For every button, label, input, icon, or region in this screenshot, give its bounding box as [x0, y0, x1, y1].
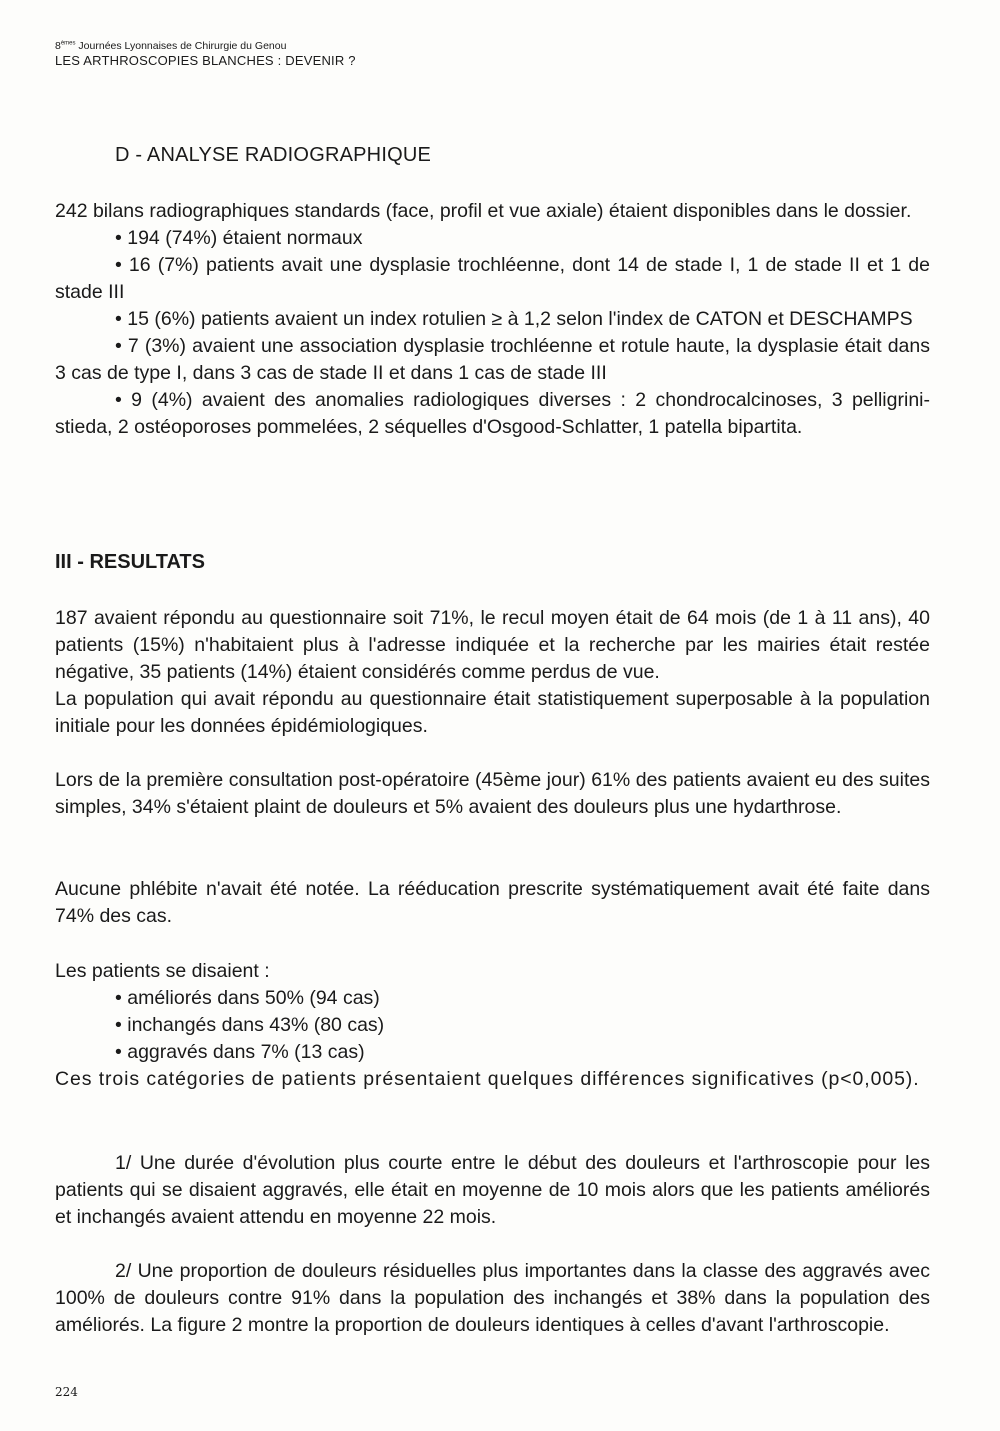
results-point-2 [55, 1258, 930, 1339]
results-point-1 [55, 1150, 930, 1231]
postop-consultation-text: Lors de la première consultation post-opératoire (45ème jour) 61% des patients avaient eu des suites simples, 34% s'étaient plaint de douleurs et 5% avaient des douleurs plus une hydarthrose. [55, 769, 930, 818]
radiology-bullet-2: • 16 (7%) patients avait une dysplasie trochléenne, dont 14 de stade I, 1 de stade II et 1 de stade III [55, 254, 930, 303]
patients-lead-text: Les patients se disaient : [55, 960, 270, 982]
results-paragraph-4 [55, 958, 930, 1093]
population-text: La population qui avait répondu au questionnaire était statistiquement superposable à la population initiale pour les données épidémiologiques. [55, 688, 930, 737]
radiology-bullet-3: • 15 (6%) patients avaient un index rotulien ≥ à 1,2 selon l'index de CATON et DESCHAMPS [115, 308, 913, 330]
article-title: LES ARTHROSCOPIES BLANCHES : DEVENIR ? [55, 53, 356, 69]
response-rate-text: 187 avaient répondu au questionnaire soit 71%, le recul moyen était de 64 mois (de 1 à 11 ans), 40 patients (15%) n'habitaient plus à l'adresse indiquée et la recherche par les mairies était restée négative, 35 patients (14%) étaient considérés comme perdus de vue. [55, 607, 930, 683]
radiology-bullet-5: • 9 (4%) avaient des anomalies radiologiques diverses : 2 chondrocalcinoses, 3 pelligrini-stieda, 2 ostéoporoses pommelées, 2 séquelles d'Osgood-Schlatter, 1 patella bipartita. [55, 389, 930, 438]
results-paragraph-1 [55, 605, 930, 740]
results-paragraph-2 [55, 767, 930, 821]
outcome-item-improved: • améliorés dans 50% (94 cas) [115, 987, 380, 1009]
section-d-intro: 242 bilans radiographiques standards (face, profil et vue axiale) étaient disponibles dans le dossier. [55, 200, 912, 222]
significance-text: Ces trois catégories de patients présentaient quelques différences significatives (p<0,005). [55, 1068, 920, 1090]
edition-suffix: èmes [60, 40, 76, 47]
conference-title [55, 40, 356, 53]
residual-pain-text: 2/ Une proportion de douleurs résiduelles plus importantes dans la classe des aggravés avec 100% de douleurs contre 91% dans la population des inchangés et 38% dans la population des améliorés. La figure 2 montre la proportion de douleurs identiques à celles d'avant l'arthroscopie. [55, 1260, 930, 1336]
edition-number: 8 [55, 40, 61, 52]
outcome-item-worse: • aggravés dans 7% (13 cas) [115, 1041, 365, 1063]
running-header [55, 40, 356, 69]
radiology-bullet-1: • 194 (74%) étaient normaux [115, 227, 363, 249]
conference-name: Journées Lyonnaises de Chirurgie du Genou [75, 40, 287, 52]
outcome-item-unchanged: • inchangés dans 43% (80 cas) [115, 1014, 385, 1036]
section-d-body [55, 198, 930, 441]
radiology-bullet-4: • 7 (3%) avaient une association dysplasie trochléenne et rotule haute, la dysplasie était dans 3 cas de type I, dans 3 cas de stade II et dans 1 cas de stade III [55, 335, 930, 384]
results-paragraph-3 [55, 876, 930, 930]
section-iii-title: III - RESULTATS [55, 551, 205, 573]
page-number: 224 [55, 1385, 78, 1399]
evolution-duration-text: 1/ Une durée d'évolution plus courte entre le début des douleurs et l'arthroscopie pour les patients qui se disaient aggravés, elle était en moyenne de 10 mois alors que les patients améliorés et inchangés avaient attendu en moyenne 22 mois. [55, 1152, 930, 1228]
phlebitis-text: Aucune phlébite n'avait été notée. La rééducation prescrite systématiquement avait été faite dans 74% des cas. [55, 878, 930, 927]
section-d-title: D - ANALYSE RADIOGRAPHIQUE [115, 144, 432, 166]
